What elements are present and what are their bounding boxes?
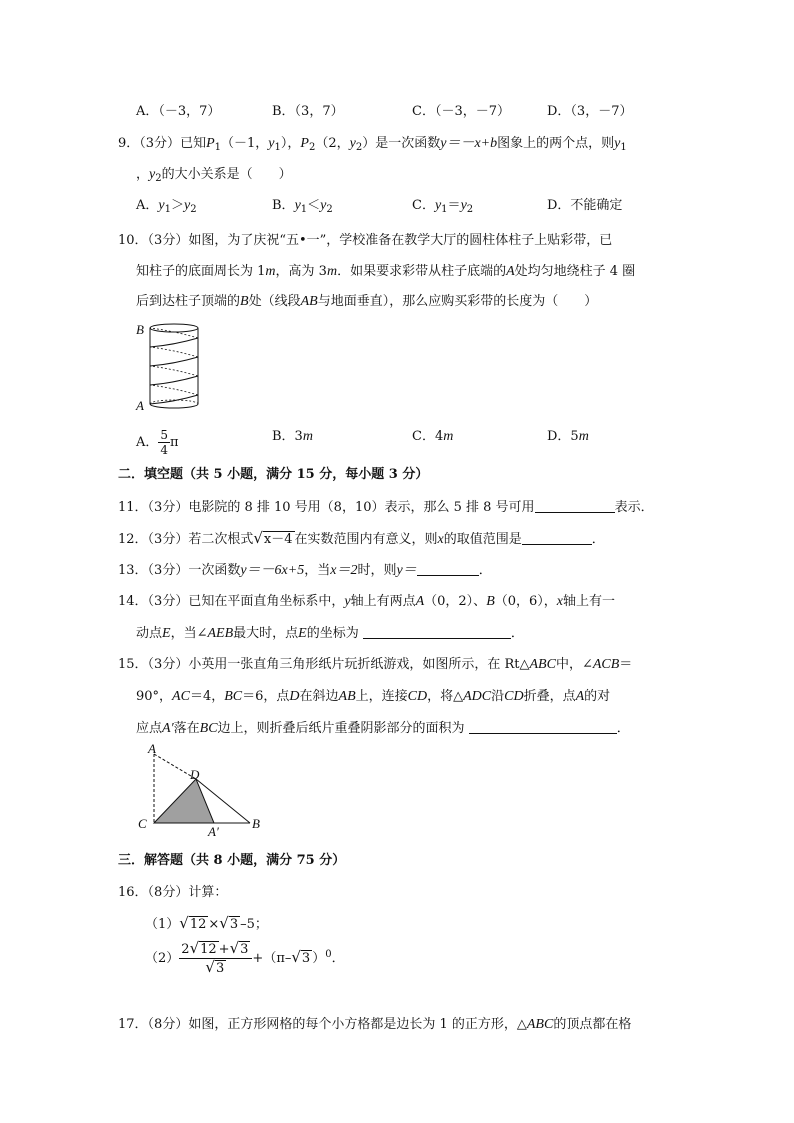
q10-option-c: C．4m: [412, 429, 454, 444]
q15-line1: 15．（3分）小英用一张直角三角形纸片玩折纸游戏，如图所示，在 Rt△ABC中，∠ACB＝: [118, 657, 633, 672]
q9-option-a: A．$y_1>y_2$: [136, 198, 197, 215]
q14-line1: 14．（3分）已知在平面直角坐标系中，y轴上有两点A（0，2）、B（0，6），x轴上有一: [118, 594, 616, 609]
q16-part1: （1）√12 ×√3 –5；: [145, 914, 268, 932]
q8-option-d: D．（3，－7）: [547, 104, 633, 119]
q15-answer-blank: [469, 719, 617, 734]
fig-label-a: A: [148, 742, 156, 756]
q10-option-b: B．3m: [272, 429, 313, 444]
fig-label-a: A: [136, 398, 144, 413]
section-2-heading: 二．填空题（共 5 小题，满分 15 分，每小题 3 分）: [118, 467, 429, 482]
q10-line1: 10．（3分）如图，为了庆祝“五•一”，学校准备在教学大厅的圆柱体柱子上贴彩带，已: [118, 233, 613, 248]
q9-option-b: B．$y_1<y_2$: [272, 198, 333, 215]
fig-label-d: D: [190, 767, 200, 782]
q15-line3: 应点A′落在BC边上，则折叠后纸片重叠阴影部分的面积为 ．: [136, 721, 630, 736]
triangle-fold-figure: [136, 742, 266, 838]
q8-option-c: C．（－3，－7）: [412, 104, 510, 119]
q9-option-d: D．不能确定: [547, 198, 623, 213]
cylinder-top: [150, 324, 198, 332]
q11-answer-blank: [535, 498, 615, 513]
q12-answer-blank: [522, 530, 592, 545]
q10-line3: 后到达柱子顶端的B处（线段AB与地面垂直），那么应购买彩带的长度为（ ）: [136, 294, 598, 309]
q8-option-a: A．（－3，7）: [136, 104, 221, 119]
cylinder-figure: [134, 318, 214, 416]
q17-line1: 17．（8分）如图，正方形网格的每个小方格都是边长为 1 的正方形，△ABC的顶点都在格: [118, 1017, 632, 1032]
q9-line2: ，$y_2$的大小关系是（ ）: [136, 167, 292, 184]
fig-label-b: B: [136, 322, 144, 337]
q12: 12．（3分）若二次根式√x－4 在实数范围内有意义，则x的取值范围是 ．: [118, 529, 605, 547]
q13-answer-blank: [417, 561, 479, 576]
q16-part2: （2） $\frac{2√12 +√3}{√3}$ +（π–√3 ）$^0$．: [145, 939, 345, 976]
q10-option-d: D．5m: [547, 429, 589, 444]
shaded-overlap-region: [154, 779, 214, 823]
q16-header: 16．（8分）计算：: [118, 885, 228, 900]
q14-answer-blank: [363, 624, 511, 639]
ribbon-back: [150, 328, 198, 395]
q9-line1: 9．（3分）已知$P_1(-1$，$y_1$），$P_2(2$，$y_2$）是一次函数y＝－x+b图象上的两个点，则$y_1$: [118, 136, 627, 153]
q10-line2: 知柱子的底面周长为 1m，高为 3m．如果要求彩带从柱子底端的A处均匀地绕柱子 4 圈: [136, 264, 636, 279]
q13: 13．（3分）一次函数y＝－6x+5，当x＝2时，则y＝ ．: [118, 563, 492, 578]
q14-line2: 动点E，当∠AEB最大时，点E的坐标为 ．: [136, 626, 524, 641]
fig-label-c: C: [138, 816, 147, 831]
fig-label-b: B: [252, 816, 260, 831]
q9-option-c: C．$y_1=y_2$: [412, 198, 474, 215]
cylinder-bottom: [150, 404, 198, 408]
section-3-heading: 三．解答题（共 8 小题，满分 75 分）: [118, 853, 346, 868]
q8-option-b: B．（3，7）: [272, 104, 344, 119]
q11: 11．（3分）电影院的 8 排 10 号用（8，10）表示，那么 5 排 8 号可用 表示．: [118, 500, 654, 515]
q15-line2: 90°，AC＝4，BC＝6，点D在斜边AB上，连接CD，将△ADC沿CD折叠，点A的对: [136, 689, 611, 704]
fig-label-a-prime: A′: [208, 824, 219, 838]
q10-option-a: A． $\frac{5}{4}$ π: [136, 428, 179, 457]
